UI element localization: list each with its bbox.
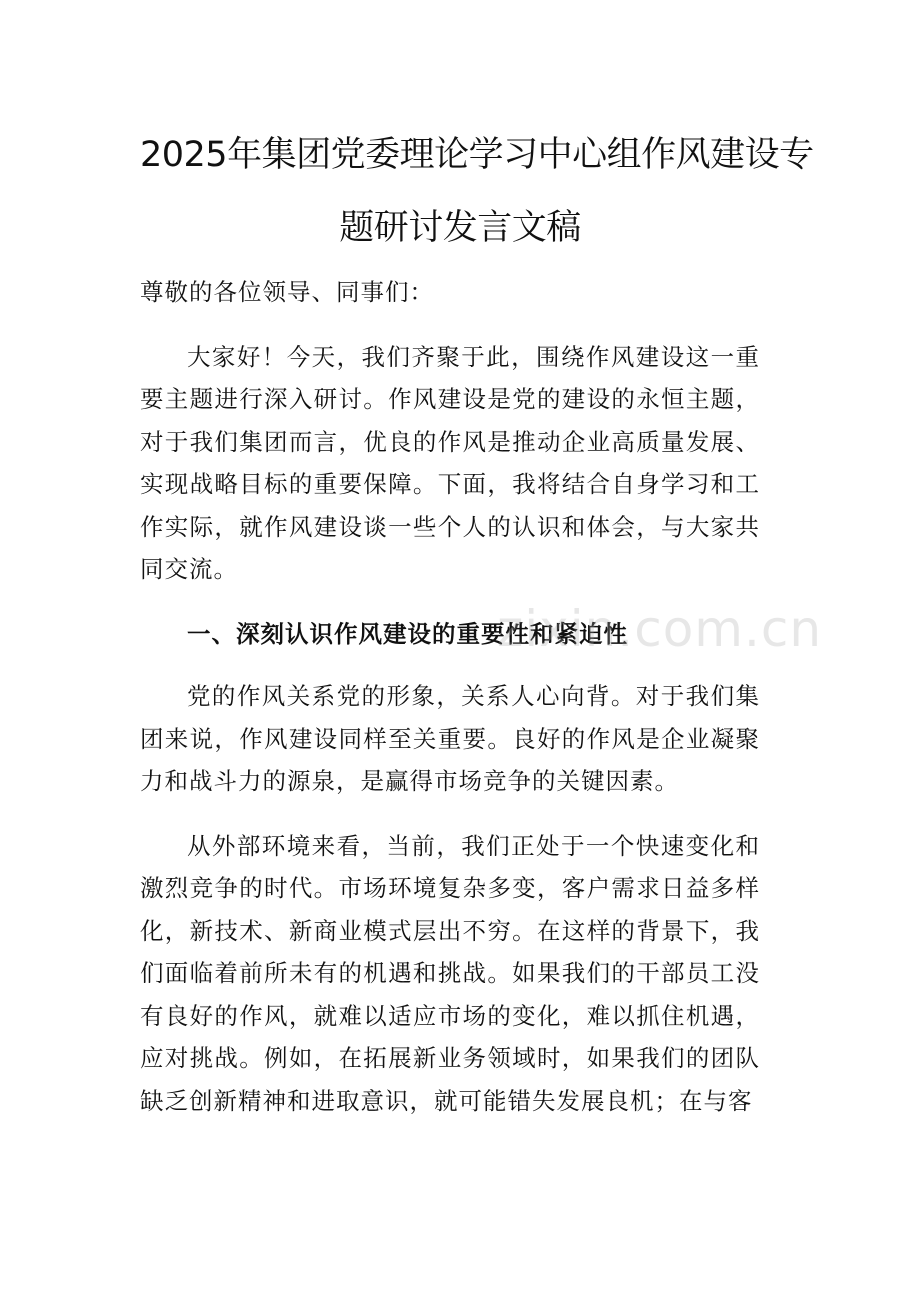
section-paragraph-2: 从外部环境来看，当前，我们正处于一个快速变化和激烈竞争的时代。市场环境复杂多变，客户需求日益多样化，新技术、新商业模式层出不穷。在这样的背景下，我们面临着前所未有的机遇和挑战。如果我们的干部员工没有良好的作风，就难以适应市场的变化，难以抓住机遇，应对挑战。例如，在拓展新业务领域时，如果我们的团队缺乏创新精神和进取意识，就可能错失发展良机；在与客 <box>140 831 760 1115</box>
watermark: zixin.com.cn <box>497 600 823 658</box>
document-body <box>140 271 760 1122</box>
section-heading: 一、深刻认识作风建设的重要性和紧迫性 <box>187 619 628 648</box>
intro-paragraph: 大家好！今天，我们齐聚于此，围绕作风建设这一重要主题进行深入研讨。作风建设是党的建设的永恒主题，对于我们集团而言，优良的作风是推动企业高质量发展、实现战略目标的重要保障。下面，我将结合自身学习和工作实际，就作风建设谈一些个人的认识和体会，与大家共同交流。 <box>140 342 760 583</box>
document-title-line-2: 题研讨发言文稿 <box>339 208 581 248</box>
section-paragraph-1: 党的作风关系党的形象，关系人心向背。对于我们集团来说，作风建设同样至关重要。良好的作风是企业凝聚力和战斗力的源泉，是赢得市场竞争的关键因素。 <box>140 682 760 795</box>
document-title-line-1: 2025年集团党委理论学习中心组作风建设专 <box>140 135 814 175</box>
salutation: 尊敬的各位领导、同事们： <box>140 278 434 306</box>
